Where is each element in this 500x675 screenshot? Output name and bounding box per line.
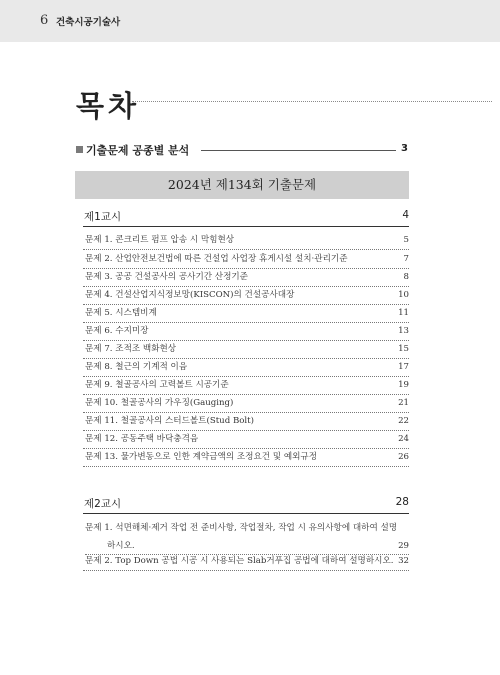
toc-item-page: 10	[398, 290, 409, 300]
toc-item[interactable]	[83, 449, 409, 467]
toc-item-text: 문제 11. 철골공사의 스터드볼트(Stud Bolt)	[85, 416, 254, 426]
exam-banner: 2024년 제134회 기출문제	[75, 171, 409, 199]
toc-item-text: 문제 3. 공공 건설공사의 공사기간 산정기준	[85, 272, 248, 282]
session-heading[interactable]	[83, 208, 409, 227]
toc-item-text: 문제 1. 콘크리트 펌프 압송 시 막힘현상	[85, 235, 235, 245]
toc-item-text-line2: 하시오.	[107, 541, 135, 551]
toc-item-text: 문제 8. 철근의 기계적 이음	[85, 362, 188, 372]
toc-item[interactable]	[83, 520, 409, 556]
toc-item[interactable]	[83, 431, 409, 449]
toc-item-page: 7	[403, 254, 409, 264]
toc-item-text: 문제 6. 수지미장	[85, 326, 149, 336]
session-page: 28	[395, 496, 409, 508]
page-number: 6	[40, 13, 49, 28]
section-rule	[201, 150, 396, 151]
session-page: 4	[402, 209, 409, 221]
toc-item[interactable]	[83, 323, 409, 341]
toc-item[interactable]	[83, 232, 409, 250]
toc-item-text: 문제 4. 건설산업지식정보망(KISCON)의 건설공사대장	[85, 290, 295, 300]
toc-item-page: 17	[398, 362, 409, 372]
toc-item-text: 문제 10. 철골공사의 가우징(Gauging)	[85, 398, 234, 408]
toc-item-text: 문제 12. 공동주택 바닥충격음	[85, 434, 199, 444]
toc-item[interactable]	[83, 359, 409, 377]
toc-item[interactable]	[83, 553, 409, 571]
session-label: 제2교시	[84, 498, 122, 510]
section-label: 기출문제 공종별 분석	[86, 144, 190, 157]
running-header	[0, 0, 500, 42]
book-title: 건축시공기술사	[56, 17, 121, 28]
toc-section-row[interactable]	[76, 142, 410, 158]
toc-item[interactable]	[83, 377, 409, 395]
toc-item-page: 19	[398, 380, 409, 390]
toc-item-text: 문제 2. 산업안전보건법에 따른 건설업 사업장 휴게시설 설치·관리기준	[85, 254, 348, 264]
toc-item[interactable]	[83, 341, 409, 359]
toc-item[interactable]	[83, 413, 409, 431]
title-dotted-rule	[132, 101, 492, 102]
toc-item-text: 문제 1. 석면해체·제거 작업 전 준비사항, 작업절차, 작업 시 유의사항에 대하여 설명	[85, 523, 398, 533]
toc-item-page: 24	[398, 434, 409, 444]
toc-item[interactable]	[83, 269, 409, 287]
toc-item-page: 22	[398, 416, 409, 426]
toc-item[interactable]	[83, 305, 409, 323]
toc-item-text: 문제 2. Top Down 공법 시공 시 사용되는 Slab거푸집 공법에 대하여 설명하시오.	[85, 556, 394, 566]
toc-item-text: 문제 5. 시스템비계	[85, 308, 157, 318]
square-bullet-icon	[76, 146, 83, 153]
toc-item-page: 5	[403, 235, 409, 245]
toc-item-page: 32	[398, 556, 409, 566]
toc-item-page: 11	[398, 308, 409, 318]
toc-title: 목차	[76, 89, 141, 123]
toc-item-page: 15	[398, 344, 409, 354]
toc-item[interactable]	[83, 287, 409, 305]
toc-item-page: 26	[398, 452, 409, 462]
session-heading[interactable]	[83, 495, 409, 514]
toc-item-text: 문제 7. 조적조 백화현상	[85, 344, 177, 354]
toc-item-text: 문제 13. 물가변동으로 인한 계약금액의 조정요건 및 예외규정	[85, 452, 318, 462]
toc-item-page: 13	[398, 326, 409, 336]
section-page: 3	[401, 143, 408, 154]
toc-item-page: 29	[398, 541, 409, 551]
toc-item-page: 21	[398, 398, 409, 408]
toc-item-text: 문제 9. 철골공사의 고력볼트 시공기준	[85, 380, 229, 390]
toc-item[interactable]	[83, 251, 409, 269]
toc-item-page: 8	[403, 272, 409, 282]
toc-item[interactable]	[83, 395, 409, 413]
session-label: 제1교시	[84, 211, 122, 223]
